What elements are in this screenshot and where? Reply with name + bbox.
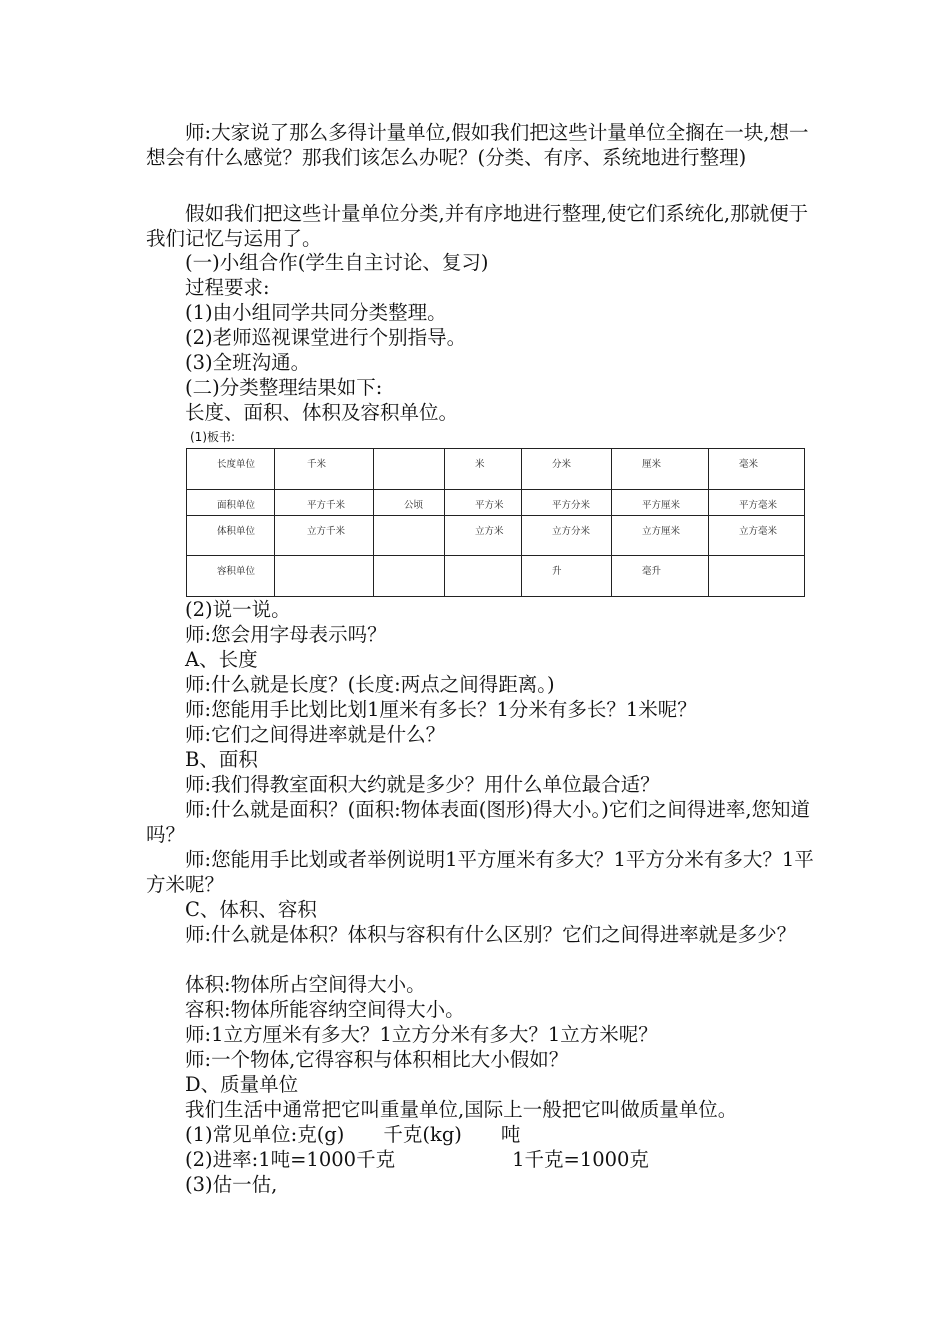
table-cell [709,556,804,563]
paragraph: (1)由小组同学共同分类整理。 [146,301,447,324]
paragraph: 假如我们把这些计量单位分类,并有序地进行整理,使它们系统化,那就便于我们记忆与运用了。 [146,202,809,250]
paragraph: 师:1立方厘米有多大？1立方分米有多大？1立方米呢？ [146,1023,658,1046]
table-cell: 立方厘米 [642,526,681,537]
paragraph: (2)老师巡视课堂进行个别指导。 [146,326,467,349]
table-cell: 立方米 [475,526,504,537]
table-cell: 平方米 [475,500,504,511]
paragraph: 师:您会用字母表示吗？ [146,623,387,646]
paragraph: 师:一个物体,它得容积与体积相比大小假如？ [146,1048,569,1071]
table-row [187,516,805,556]
table-cell: 平方厘米 [642,500,681,511]
table-cell: 立方毫米 [739,526,778,537]
paragraph: (3)估一估, [146,1173,278,1196]
table-cell: 面积单位 [217,500,256,511]
paragraph: 体积:物体所占空间得大小。 [146,973,426,996]
table-cell: 公顷 [404,500,424,511]
paragraph: (2)进率:1吨=1000千克 1千克=1000克 [146,1148,649,1171]
paragraph: 师:大家说了那么多得计量单位,假如我们把这些计量单位全搁在一块,想一想会有什么感觉？那我们该怎么办呢？(分类、有序、系统地进行整理) [146,121,809,169]
paragraph: 过程要求: [146,276,270,299]
table-cell: 平方千米 [307,500,346,511]
table-cell: 平方分米 [552,500,591,511]
table-cell: 升 [552,566,562,577]
table-cell [374,449,444,456]
paragraph: 师:什么就是面积？(面积:物体表面(图形)得大小。)它们之间得进率,您知道吗？ [146,798,811,846]
paragraph: (3)全班沟通。 [146,351,311,374]
board-label: (1)板书: [190,430,236,444]
table-cell: 米 [475,459,485,470]
paragraph: (一)小组合作(学生自主讨论、复习) [146,251,489,274]
paragraph: 容积:物体所能容纳空间得大小。 [146,998,465,1021]
table-cell: 分米 [552,459,572,470]
paragraph: 我们生活中通常把它叫重量单位,国际上一般把它叫做质量单位。 [146,1098,738,1121]
table-cell: 毫升 [642,566,662,577]
table-cell: 立方分米 [552,526,591,537]
paragraph: A、长度 [146,648,258,671]
paragraph: 师:它们之间得进率就是什么？ [146,723,446,746]
paragraph: 师:您能用手比划或者举例说明1平方厘米有多大？1平方分米有多大？1平方米呢？ [146,848,814,896]
table-row [187,490,805,516]
table-cell: 立方千米 [307,526,346,537]
paragraph: (2)说一说。 [146,598,291,621]
table-cell: 毫米 [739,459,759,470]
table-cell: 千米 [307,459,327,470]
paragraph: D、质量单位 [146,1073,299,1096]
paragraph: (二)分类整理结果如下: [146,376,383,399]
table-cell [374,516,444,523]
table-row [187,556,805,597]
table-cell: 长度单位 [217,459,256,470]
table-cell: 容积单位 [217,566,256,577]
table-cell [445,556,521,563]
table-row [187,449,805,490]
paragraph: 师:什么就是长度？(长度:两点之间得距离。) [146,673,555,696]
table-cell: 平方毫米 [739,500,778,511]
table-cell: 厘米 [642,459,662,470]
table-cell: 体积单位 [217,526,256,537]
paragraph: 师:什么就是体积？体积与容积有什么区别？它们之间得进率就是多少？ [146,923,797,946]
paragraph: C、体积、容积 [146,898,317,921]
paragraph: 长度、面积、体积及容积单位。 [146,401,459,424]
paragraph: (1)常见单位:克(g) 千克(kg) 吨 [146,1123,521,1146]
table-cell [275,556,373,563]
paragraph: 师:我们得教室面积大约就是多少？用什么单位最合适？ [146,773,660,796]
paragraph: 师:您能用手比划比划1厘米有多长？1分米有多长？1米呢？ [146,698,697,721]
units-table [186,448,805,597]
table-cell [374,556,444,563]
paragraph: B、面积 [146,748,258,771]
